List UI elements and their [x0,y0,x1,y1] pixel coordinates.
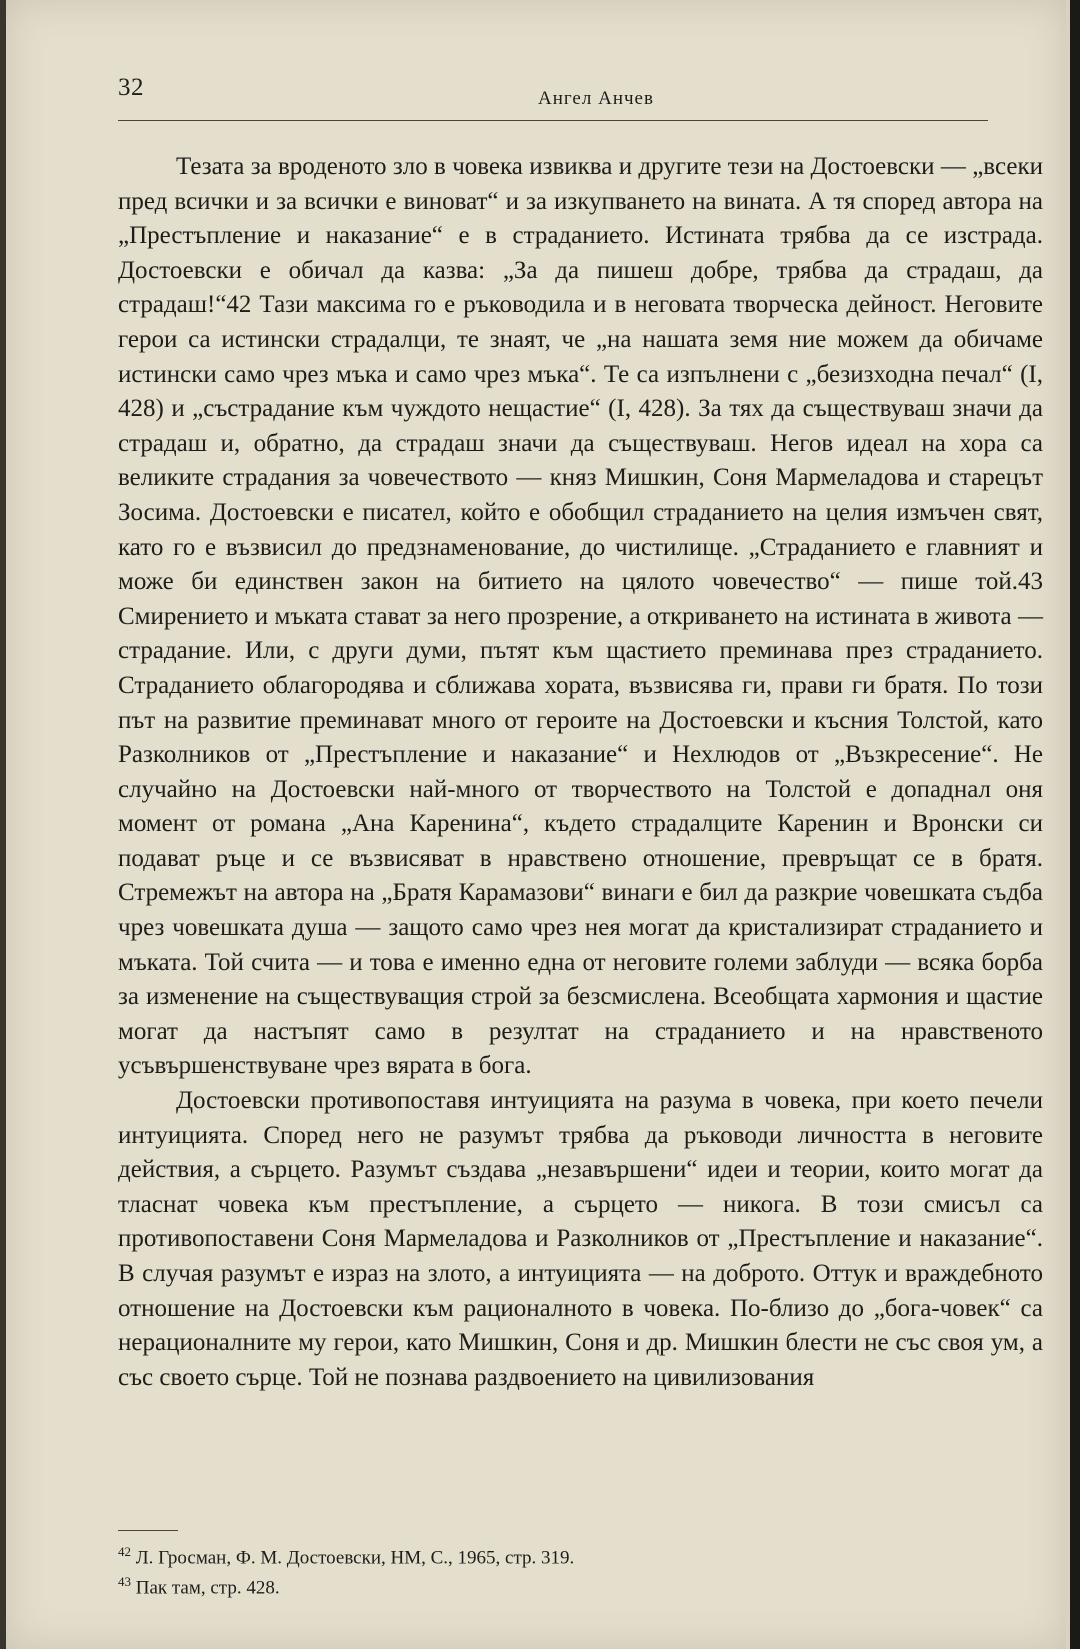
footnote-mark: 42 [118,1544,131,1559]
footnote-43 [118,1570,1018,1600]
body-text [118,150,1043,1395]
paragraph-1: Тезата за вроденото зло в човека извиква и другите тези на Достоевски — „всеки пред всички и за всички е виноват“ и за изкупването на вината. А тя според автора на „Престъпление и наказание“ е в страданието. Истината трябва да се изстрада. Достоевски е обичал да казва: „За да пишеш добре, трябва да страдаш, да страдаш!“42 Тази максима го е ръководила и в неговата творческа дейност. Неговите герои са истински страдалци, те знаят, че „на нашата земя ние можем да обичаме истински само чрез мъка и само чрез мъка“. Те са изпълнени с „безизходна печал“ (I, 428) и „състрадание към чуждото нещастие“ (I, 428). За тях да съществуваш значи да страдаш и, обратно, да страдаш значи да съществуваш. Негов идеал на хора са великите страдания за човечеството — княз Мишкин, Соня Мармеладова и старецът Зосима. Достоевски е писател, който е обобщил страданието на целия измъчен свят, като го е възвисил до предзнаменование, до чистилище. „Страданието е главният и може би единствен закон на битието на цялото човечество“ — пише той.43 Смирението и мъката стават за него прозрение, а откриването на истината в живота — страдание. Или, с други думи, пътят към щастието преминава през страданието. Страданието облагородява и сближава хората, възвисява ги, прави ги братя. По този път на развитие преминават много от героите на Достоевски и късния Толстой, като Разколников от „Престъпление и наказание“ и Нехлюдов от „Възкресение“. Не случайно на Достоевски най-много от творчеството на Толстой е допаднал оня момент от романа „Ана Каренина“, където страдалците Каренин и Вронски си подават ръце и се възвисяват в нравствено отношение, превръщат се в братя. Стремежът на автора на „Братя Карамазови“ винаги е бил да разкрие човешката съдба чрез човешката душа — защото само чрез нея могат да кристализират страданието и мъката. Той счита — и това е именно една от неговите големи заблуди — всяка борба за изменение на съществуващия строй за безсмислена. Всеобщата хармония и щастие могат да настъпят само в резултат на страданието и на нравственото усъвършенствуване чрез вярата в бога. [118,153,1043,1080]
footnote-mark: 43 [118,1574,131,1590]
running-head-author: Ангел Анчев [538,88,654,109]
page-header [118,74,1028,114]
paragraph-2: Достоевски противопоставя интуицията на разума в човека, при което печели интуицията. Според него не разумът трябва да ръководи личността в неговите действия, а сърцето. Разумът създава „незавършени“ идеи и теории, които могат да тласнат човека към престъпление, а сърцето — никога. В този смисъл са противопоставени Соня Мармеладова и Разколников от „Престъпление и наказание“. В случая разумът е израз на злото, а интуицията — на доброто. Оттук и враждебното отношение на Достоевски към рационалното в човека. По-близо до „бога-човек“ са нерационалните му герои, като Мишкин, Соня и др. Мишкин блести не със своя ум, а със своето сърце. Той не познава раздвоението на цивилизования [118,1087,1043,1391]
header-rule [118,120,988,121]
footnote-42 [118,1540,1018,1570]
page-number: 32 [118,74,144,101]
page-right-edge [1070,0,1080,1649]
footnote-text: Л. Гросман, Ф. М. Достоевски, НМ, С., 1965, стр. 319. [135,1547,575,1569]
footnote-text: Пак там, стр. 428. [135,1577,280,1599]
footnote-rule [118,1530,178,1531]
footnotes [118,1540,1018,1601]
